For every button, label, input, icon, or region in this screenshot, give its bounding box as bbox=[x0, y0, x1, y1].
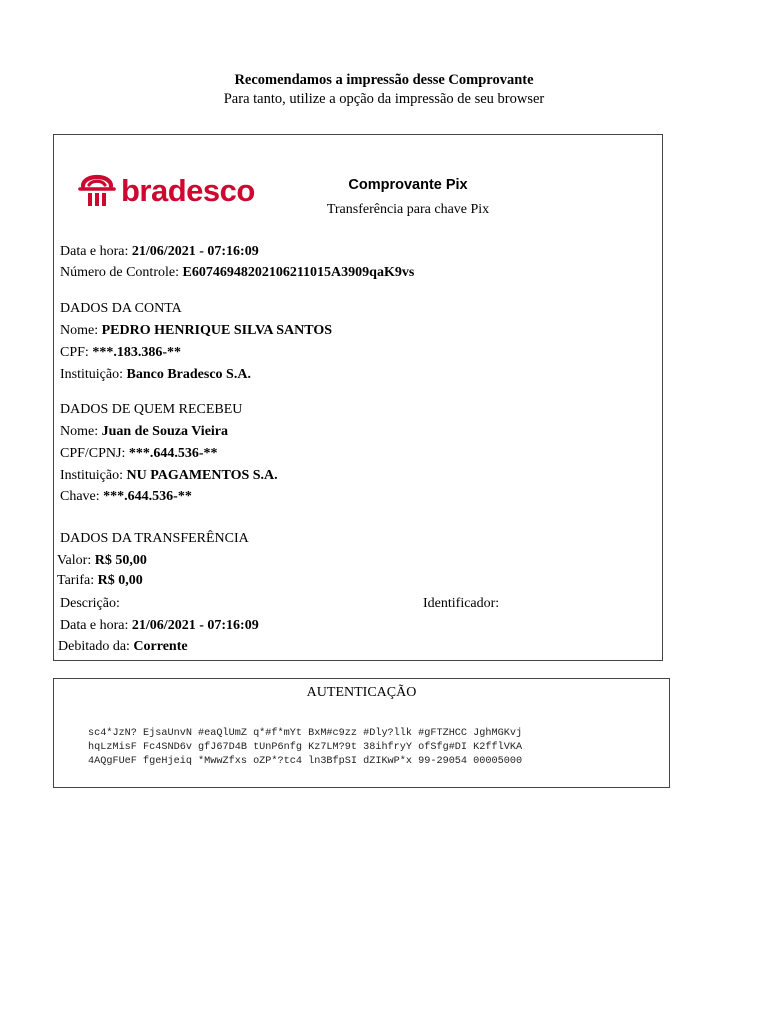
transfer-fee-label: Tarifa: bbox=[57, 573, 95, 588]
receipt-box bbox=[53, 134, 663, 661]
transfer-datetime-label: Data e hora: bbox=[60, 618, 129, 633]
recipient-name-value: Juan de Souza Vieira bbox=[101, 424, 229, 439]
account-cpf-value: ***.183.386-** bbox=[92, 345, 181, 360]
recipient-name bbox=[60, 423, 228, 441]
account-institution-value: Banco Bradesco S.A. bbox=[126, 367, 251, 382]
receipt-datetime-label: Data e hora: bbox=[60, 244, 129, 259]
receipt-subtitle: Transferência para chave Pix bbox=[326, 202, 490, 217]
account-name-label: Nome: bbox=[60, 323, 99, 338]
authentication-line: hqLzMisF Fc4SND6v gfJ67D4B tUnP6nfg Kz7LM?9t 38ihfryY ofSfg#DI K2fflVKA bbox=[88, 742, 523, 753]
receipt-datetime-value: 21/06/2021 - 07:16:09 bbox=[131, 244, 259, 259]
receipt-title: Comprovante Pix bbox=[348, 177, 468, 193]
control-number-value: E60746948202106211015A3909qaK9vs bbox=[182, 265, 415, 280]
print-notice bbox=[0, 71, 768, 109]
bradesco-logo bbox=[77, 167, 255, 213]
recipient-key-value: ***.644.536-** bbox=[103, 489, 192, 504]
transfer-fee bbox=[57, 572, 143, 590]
print-notice-title: Recomendamos a impressão desse Comprovante bbox=[234, 72, 534, 88]
control-number-label: Número de Controle: bbox=[60, 265, 179, 280]
recipient-institution-label: Instituição: bbox=[60, 468, 123, 483]
receipt-datetime bbox=[60, 243, 259, 261]
account-name-value: PEDRO HENRIQUE SILVA SANTOS bbox=[101, 323, 333, 338]
transfer-heading: DADOS DA TRANSFERÊNCIA bbox=[60, 531, 249, 546]
bradesco-wordmark: bradesco bbox=[121, 173, 255, 208]
authentication-line: sc4*JzN? EjsaUnvN #eaQlUmZ q*#f*mYt BxM#c9zz #Dly?llk #gFTZHCC JghMGKvj bbox=[88, 728, 523, 739]
account-institution-label: Instituição: bbox=[60, 367, 123, 382]
recipient-institution-value: NU PAGAMENTOS S.A. bbox=[126, 468, 278, 483]
authentication-line: 4AQgFUeF fgeHjeiq *MwwZfxs oZP*?tc4 ln3BfpSI dZIKwP*x 99-29054 00005000 bbox=[88, 756, 523, 767]
account-name bbox=[60, 322, 332, 340]
transfer-amount-value: R$ 50,00 bbox=[94, 553, 147, 568]
account-heading: DADOS DA CONTA bbox=[60, 301, 182, 316]
account-institution bbox=[60, 366, 251, 384]
transfer-debited-label: Debitado da: bbox=[58, 639, 130, 654]
recipient-doc bbox=[60, 445, 218, 463]
authentication-title: AUTENTICAÇÃO bbox=[306, 685, 417, 700]
authentication-code bbox=[88, 727, 522, 769]
authentication-box bbox=[53, 678, 670, 788]
account-cpf bbox=[60, 344, 181, 362]
control-number bbox=[60, 264, 414, 282]
transfer-fee-value: R$ 0,00 bbox=[97, 573, 143, 588]
recipient-key bbox=[60, 488, 192, 506]
print-notice-subtitle: Para tanto, utilize a opção da impressão de seu browser bbox=[223, 91, 545, 107]
recipient-doc-label: CPF/CPNJ: bbox=[60, 446, 126, 461]
recipient-institution bbox=[60, 467, 278, 485]
transfer-identifier: Identificador: bbox=[423, 596, 500, 611]
transfer-debited-value: Corrente bbox=[133, 639, 188, 654]
bradesco-logo-icon bbox=[77, 167, 117, 213]
account-cpf-label: CPF: bbox=[60, 345, 89, 360]
recipient-key-label: Chave: bbox=[60, 489, 100, 504]
transfer-datetime bbox=[60, 617, 259, 635]
recipient-heading: DADOS DE QUEM RECEBEU bbox=[60, 402, 243, 417]
transfer-amount-label: Valor: bbox=[57, 553, 92, 568]
recipient-doc-value: ***.644.536-** bbox=[128, 446, 218, 461]
transfer-amount bbox=[57, 552, 147, 570]
transfer-debited bbox=[58, 638, 188, 656]
transfer-datetime-value: 21/06/2021 - 07:16:09 bbox=[131, 618, 259, 633]
recipient-name-label: Nome: bbox=[60, 424, 99, 439]
transfer-description: Descrição: bbox=[60, 596, 120, 611]
